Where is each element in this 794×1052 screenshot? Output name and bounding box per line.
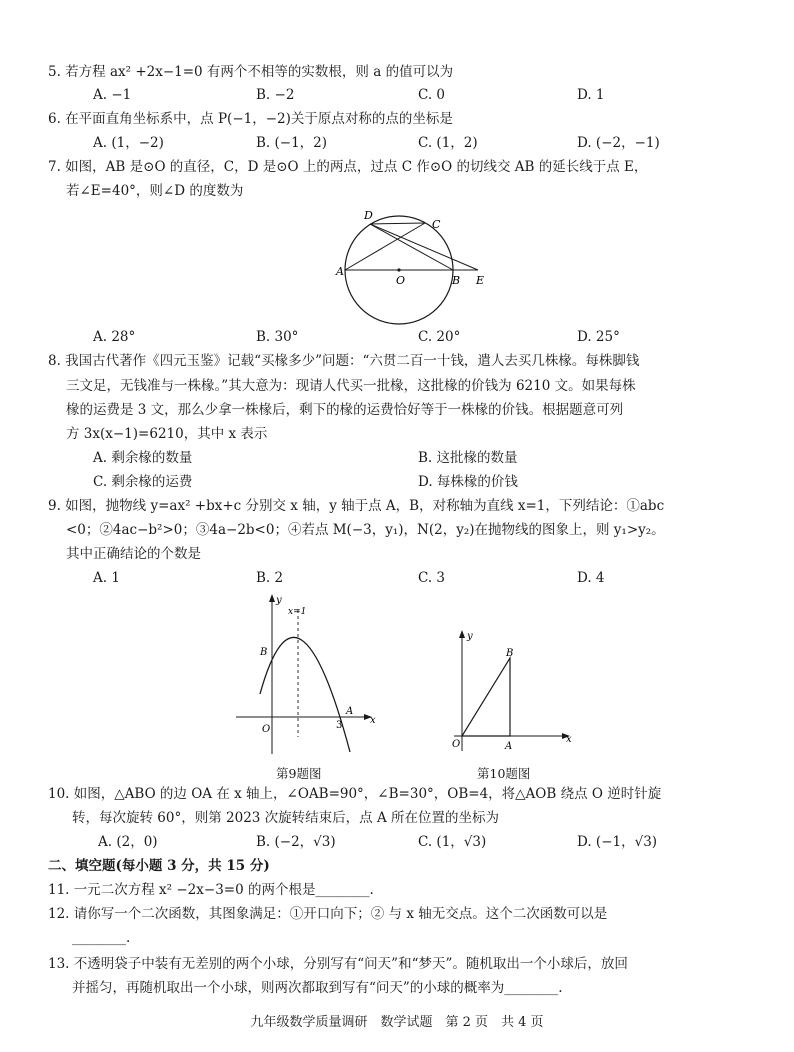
q7-label-o: O — [396, 274, 406, 287]
q6-option-c: C. (1，2) — [418, 135, 478, 151]
q7-option-d: D. 25° — [577, 329, 620, 345]
q10-label-a: A — [505, 741, 513, 752]
page-footer: 九年级数学质量调研 数学试题 第 2 页 共 4 页 — [250, 1015, 544, 1030]
q13-stem-line-1: 13. 不透明袋子中装有无差别的两个小球，分别写有“问天”和“梦天”。随机取出一个小球后，放回 — [48, 956, 628, 972]
q8-stem-line-2: 三文足，无钱准与一株椽。”其大意为：现请人代买一批椽，这批椽的价钱为 6210 文。如果每株 — [66, 378, 636, 394]
q10-label-y: y — [467, 631, 473, 642]
q7-label-a: A — [336, 265, 344, 278]
q7-label-c: C — [432, 218, 441, 231]
q7-stem-line-1: 7. 如图，AB 是⊙O 的直径，C，D 是⊙O 上的两点，过点 C 作⊙O 的切线交 AB 的延长线于点 E， — [48, 159, 648, 175]
q9-stem-line-2: <0；②4ac−b²>0；③4a−2b<0；④若点 M(−3，y₁)，N(2，y₂)在抛物线的图象上，则 y₁>y₂。 — [66, 522, 665, 538]
q9-label-a: A — [346, 706, 354, 717]
q9-option-c: C. 3 — [418, 570, 446, 586]
q9-label-three: 3 — [336, 720, 343, 731]
q10-stem-line-1: 10. 如图，△ABO 的边 OA 在 x 轴上，∠OAB=90°，∠B=30°，OB=4，将△AOB 绕点 O 逆时针旋 — [48, 786, 662, 802]
q8-option-c: C. 剩余椽的运费 — [93, 474, 193, 490]
q5-option-c: C. 0 — [418, 87, 446, 103]
q6-option-b: B. (−1，2) — [256, 135, 328, 151]
q10-label-x: x — [566, 734, 572, 745]
q8-stem-line-1: 8. 我国古代著作《四元玉鉴》记载“买椽多少”问题：“六贯二百一十钱，遣人去买几株椽。每株脚钱 — [48, 353, 640, 369]
q10-label-o: O — [452, 739, 461, 750]
q7-label-d: D — [364, 209, 373, 222]
q7-option-b: B. 30° — [256, 329, 299, 345]
q7-option-a: A. 28° — [93, 329, 136, 345]
q12-stem-line-1: 12. 请你写一个二次函数，其图象满足：①开口向下；② 与 x 轴无交点。这个二次函数可以是 — [48, 906, 608, 922]
q9-label-axis: x=1 — [288, 607, 307, 617]
q9-stem-line-3: 其中正确结论的个数是 — [66, 546, 201, 562]
q6-stem: 6. 在平面直角坐标系中，点 P(−1，−2)关于原点对称的点的坐标是 — [48, 111, 453, 127]
q7-label-e: E — [476, 274, 485, 287]
q12-stem-line-2: ________. — [72, 930, 131, 946]
q8-option-d: D. 每株椽的价钱 — [418, 474, 518, 490]
q7-label-b: B — [452, 274, 461, 287]
q5-option-a: A. −1 — [93, 87, 132, 103]
q11-stem: 11. 一元二次方程 x² −2x−3=0 的两个根是________. — [48, 882, 374, 898]
q6-option-d: D. (−2，−1) — [577, 135, 660, 151]
q9-stem-line-1: 9. 如图，抛物线 y=ax² +bx+c 分别交 x 轴，y 轴于点 A，B，对称轴为直线 x=1，下列结论：①abc — [48, 498, 665, 514]
q9-option-b: B. 2 — [256, 570, 284, 586]
q9-label-b: B — [260, 647, 268, 658]
q9-label-o: O — [262, 724, 271, 735]
q10-option-a: A. (2，0) — [98, 834, 158, 850]
q7-stem-line-2: 若∠E=40°，则∠D 的度数为 — [66, 183, 244, 199]
q7-circle-figure — [330, 205, 500, 325]
q8-option-b: B. 这批椽的数量 — [418, 450, 518, 466]
q5-option-b: B. −2 — [256, 87, 295, 103]
q8-stem-line-4: 方 3x(x−1)=6210，其中 x 表示 — [66, 426, 268, 442]
q10-option-d: D. (−1，√3) — [577, 834, 658, 850]
q10-caption: 第10题图 — [477, 766, 531, 781]
section-fill-in-title: 二、填空题(每小题 3 分，共 15 分) — [48, 858, 270, 874]
q8-stem-line-3: 椽的运费是 3 文，那么少拿一株椽后，剩下的椽的运费恰好等于一株椽的价钱。根据题意可列 — [66, 402, 624, 418]
q5-stem: 5. 若方程 ax² +2x−1=0 有两个不相等的实数根，则 a 的值可以为 — [48, 64, 454, 80]
q10-option-b: B. (−2，√3) — [256, 834, 336, 850]
q9-caption: 第9题图 — [276, 766, 322, 781]
q9-parabola-figure — [230, 592, 380, 762]
q9-option-d: D. 4 — [577, 570, 605, 586]
q6-option-a: A. (1，−2) — [93, 135, 164, 151]
q9-label-x: x — [370, 715, 376, 726]
q9-label-y: y — [276, 595, 282, 606]
q8-option-a: A. 剩余椽的数量 — [93, 450, 193, 466]
q5-option-d: D. 1 — [577, 87, 605, 103]
q10-stem-line-2: 转，每次旋转 60°，则第 2023 次旋转结束后，点 A 所在位置的坐标为 — [72, 810, 499, 826]
q10-triangle-figure — [448, 626, 578, 756]
q9-option-a: A. 1 — [93, 570, 120, 586]
q10-option-c: C. (1，√3) — [418, 834, 487, 850]
q7-option-c: C. 20° — [418, 329, 461, 345]
q13-stem-line-2: 并摇匀，再随机取出一个小球，则两次都取到写有“问天”的小球的概率为________. — [72, 980, 563, 996]
q10-label-b: B — [506, 648, 514, 659]
